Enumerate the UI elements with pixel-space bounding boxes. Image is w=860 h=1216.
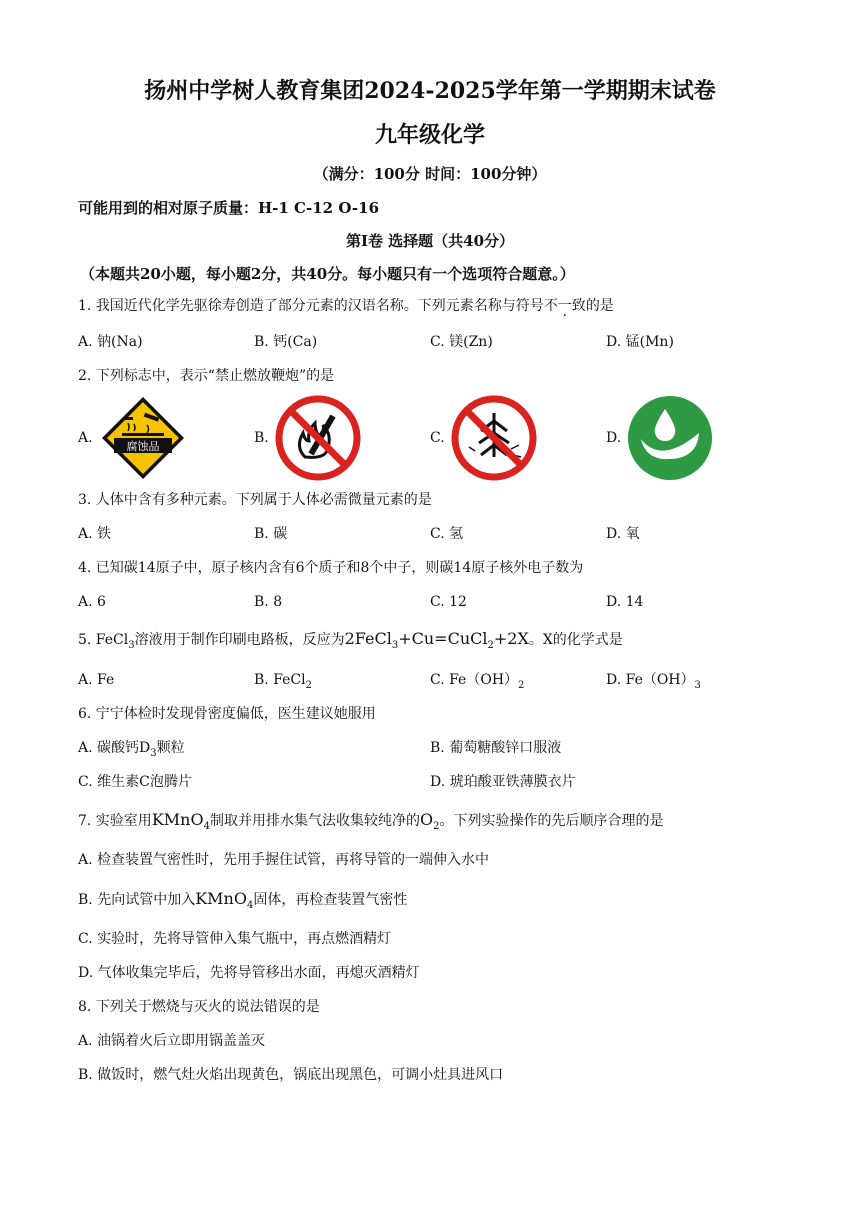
section-heading: 第Ⅰ卷 选择题（共40分） bbox=[345, 232, 515, 250]
question-8-option-a[interactable]: A. 油锅着火后立即用锅盖盖灭 bbox=[78, 1033, 266, 1049]
question-7-option-a[interactable]: A. 检查装置气密性时，先用手握住试管，再将导管的一端伸入水中 bbox=[78, 852, 490, 868]
question-8-stem: 8. 下列关于燃烧与灭火的说法错误的是 bbox=[78, 999, 320, 1015]
exam-meta: （满分：100分 时间：100分钟） bbox=[313, 165, 547, 183]
question-5-option-c[interactable]: C. $Fe(OH)_2$ bbox=[430, 672, 525, 691]
question-7-option-d[interactable]: D. 气体收集完毕后，先将导管移出水面，再熄灭酒精灯 bbox=[78, 965, 420, 981]
question-4-option-c[interactable]: C. 12 bbox=[430, 594, 467, 610]
question-1-option-c[interactable]: C. 镁(Zn) bbox=[430, 334, 493, 350]
question-5-option-a[interactable]: A. Fe bbox=[78, 672, 115, 688]
question-5-option-d[interactable]: D. $Fe(OH)_3$ bbox=[606, 672, 701, 691]
corrosive-sign-label: 腐蚀品 bbox=[126, 440, 160, 453]
question-1-option-b[interactable]: B. 钙(Ca) bbox=[254, 334, 318, 350]
question-2-option-a[interactable]: A. bbox=[78, 430, 93, 446]
question-6-option-c[interactable]: C. 维生素C泡腾片 bbox=[78, 774, 192, 790]
question-4-option-b[interactable]: B. 8 bbox=[254, 594, 283, 610]
atomic-mass-note: 可能用到的相对原子质量：H-1 C-12 O-16 bbox=[78, 199, 380, 217]
question-1-option-a[interactable]: A. 钠(Na) bbox=[78, 334, 143, 350]
question-7-option-b[interactable]: B. 先向试管中加入KMnO$_4$固体，再检查装置气密性 bbox=[78, 889, 408, 911]
question-4-option-a[interactable]: A. 6 bbox=[78, 594, 106, 610]
question-6-option-d[interactable]: D. 琥珀酸亚铁薄膜衣片 bbox=[430, 774, 576, 790]
question-4-stem: 4. 已知碳14原子中，原子核内含有6个质子和8个中子，则碳14原子核外电子数为 bbox=[78, 560, 584, 576]
question-5-stem: 5. FeCl$_3$溶液用于制作印刷电路板，反应为2FeCl$_3$+Cu=CuCl$_2$+2X。X的化学式是 bbox=[78, 629, 623, 652]
question-7-stem: 7. 实验室用KMnO$_4$制取并用排水集气法收集较纯净的$O_2$。下列实验操作的先后顺序合理的是 bbox=[78, 810, 664, 832]
question-3-option-d[interactable]: D. 氧 bbox=[606, 526, 640, 542]
question-3-option-a[interactable]: A. 铁 bbox=[78, 526, 112, 542]
question-2-option-c[interactable]: C. bbox=[430, 430, 445, 446]
question-1-option-d[interactable]: D. 锰(Mn) bbox=[606, 334, 674, 350]
question-3-stem: 3. 人体中含有多种元素。下列属于人体必需微量元素的是 bbox=[78, 492, 432, 508]
question-3-option-b[interactable]: B. 碳 bbox=[254, 526, 288, 542]
question-8-option-b[interactable]: B. 做饭时，燃气灶火焰出现黄色，锅底出现黑色，可调小灶具进风口 bbox=[78, 1067, 504, 1083]
question-4-option-d[interactable]: D. 14 bbox=[606, 594, 644, 610]
water-saving-sign-icon bbox=[627, 395, 713, 481]
reaction-equation: 2FeCl$_3$+Cu=CuCl$_2$+2X bbox=[344, 629, 529, 652]
emphasis-dots: 不一致 bbox=[543, 298, 586, 314]
question-1-stem: 1. 我国近代化学先驱徐寿创造了部分元素的汉语名称。下列元素名称与符号不一致的是 bbox=[78, 298, 614, 314]
question-7-option-c[interactable]: C. 实验时，先将导管伸入集气瓶中，再点燃酒精灯 bbox=[78, 931, 392, 947]
no-smoking-sign-icon bbox=[275, 395, 361, 481]
question-6-option-b[interactable]: B. 葡萄糖酸锌口服液 bbox=[430, 740, 562, 756]
question-3-option-c[interactable]: C. 氢 bbox=[430, 526, 464, 542]
question-6-stem: 6. 宁宁体检时发现骨密度偏低，医生建议她服用 bbox=[78, 706, 376, 722]
exam-title: 扬州中学树人教育集团2024-2025学年第一学期期末试卷 bbox=[144, 78, 716, 104]
question-6-option-a[interactable]: A. 碳酸钙$D_3$颗粒 bbox=[78, 740, 185, 759]
question-5-option-b[interactable]: B. FeCl$_2$ bbox=[254, 672, 312, 691]
exam-subtitle: 九年级化学 bbox=[374, 122, 485, 148]
no-fireworks-sign-icon bbox=[451, 395, 537, 481]
question-2-option-d[interactable]: D. bbox=[606, 430, 622, 446]
section-instruction: （本题共20小题，每小题2分，共40分。每小题只有一个选项符合题意。） bbox=[80, 265, 575, 283]
corrosive-sign-icon bbox=[100, 395, 186, 481]
question-2-option-b[interactable]: B. bbox=[254, 430, 269, 446]
question-2-stem: 2. 下列标志中，表示“禁止燃放鞭炮”的是 bbox=[78, 368, 335, 384]
